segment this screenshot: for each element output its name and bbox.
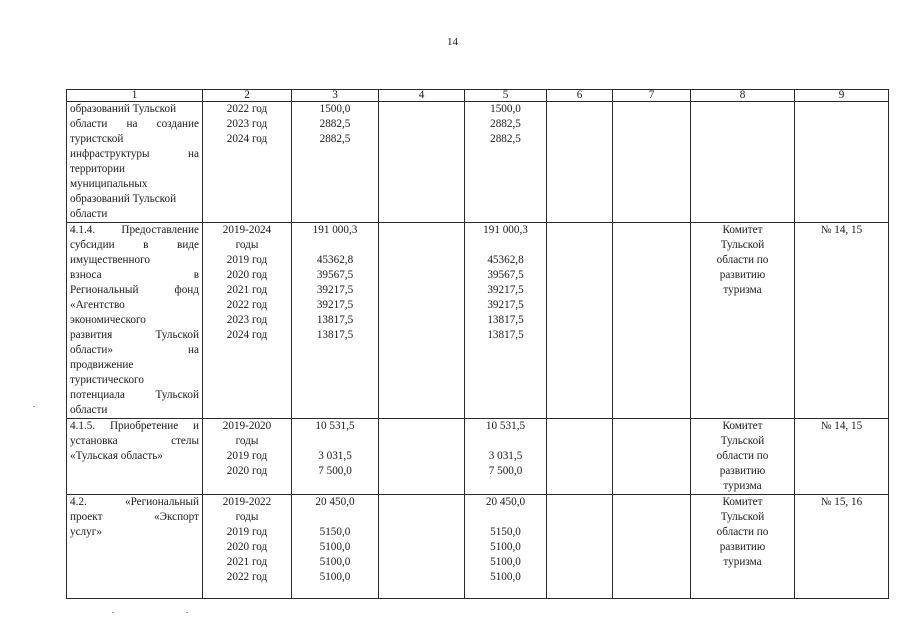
responsible-line: Комитет: [722, 496, 763, 508]
header-cell: 5: [465, 90, 547, 102]
amount-value: 39217,5: [487, 299, 524, 311]
period-line: 2020 год: [226, 269, 268, 281]
amount-value: 191 000,3: [483, 224, 528, 236]
period-line: 2019-2022: [222, 496, 272, 508]
activity-name-line: области: [70, 208, 108, 220]
amount-value: 20 450,0: [485, 496, 526, 508]
column-4-cell: [379, 419, 465, 495]
responsible-line: Комитет: [722, 224, 763, 236]
amount-value: 20 450,0: [315, 496, 355, 508]
amount-value: 3 031,5: [488, 450, 523, 462]
responsible-cell: [691, 223, 795, 419]
responsible-cell: [691, 495, 795, 599]
period-line: 2020 год: [226, 465, 268, 477]
table-row: [67, 495, 889, 599]
table-row: [67, 419, 889, 495]
amount-value: 5100,0: [319, 556, 351, 568]
activity-name-line: туристического: [70, 374, 144, 386]
activity-name-line: потенциала Тульской: [70, 389, 199, 401]
activity-name-line: области на создание: [70, 118, 199, 130]
period-line: 2019-2024: [222, 224, 272, 236]
amount-value: 5100,0: [319, 541, 351, 553]
activity-name-line: 4.1.4. Предоставление: [70, 224, 199, 236]
period-line: 2021 год: [226, 556, 268, 568]
activity-name-line: 4.1.5. Приобретение и: [70, 420, 199, 432]
column-6-cell: [547, 419, 613, 495]
source-amount-cell: [465, 223, 547, 419]
amount-value: 5150,0: [319, 526, 351, 538]
activity-name-line: инфраструктуры на: [70, 148, 199, 160]
activity-name-line: образований Тульской: [70, 193, 177, 205]
header-cell: 2: [203, 90, 292, 102]
responsible-line: развитию: [719, 465, 766, 477]
activity-name-line: территории: [70, 163, 125, 175]
responsible-line: Тульской: [720, 435, 765, 447]
column-7-cell: [613, 223, 691, 419]
period-line: 2022 год: [226, 299, 268, 311]
amount-value: 5150,0: [490, 526, 521, 538]
activity-name-line: развития Тульской: [70, 329, 199, 341]
source-amount-cell: [465, 495, 547, 599]
responsible-line: Комитет: [722, 420, 763, 432]
header-cell: 3: [292, 90, 379, 102]
column-7-cell: [613, 495, 691, 599]
responsible-cell: [691, 419, 795, 495]
indicator-reference-cell: № 14, 15: [795, 419, 889, 495]
activity-name-line: туристской: [70, 133, 124, 145]
amount-value: 39567,5: [487, 269, 524, 281]
period-line: 2019 год: [226, 254, 268, 266]
amount-value: 39217,5: [316, 284, 354, 296]
table-row: [67, 223, 889, 419]
header-cell: 7: [613, 90, 691, 102]
activity-name-line: проект «Экспорт: [70, 511, 199, 523]
period-line: 2022 год: [226, 571, 268, 583]
activity-name-cell: [67, 495, 203, 599]
scan-speck: [186, 612, 188, 613]
period-line: 2024 год: [226, 329, 268, 341]
responsible-line: туризма: [723, 556, 762, 568]
amount-value: 39217,5: [316, 299, 354, 311]
spacer: [295, 238, 375, 253]
responsible-line: Тульской: [720, 239, 765, 251]
period-cell: [203, 495, 292, 599]
total-amount-cell: [292, 419, 379, 495]
responsible-line: области по: [716, 526, 769, 538]
amount-value: 1500,0: [490, 103, 521, 115]
responsible-line: туризма: [723, 480, 762, 492]
activity-name-line: субсидии в виде: [70, 239, 199, 251]
period-cell: [203, 223, 292, 419]
activity-name-line: установка стелы: [70, 435, 199, 447]
scan-speck: [33, 406, 35, 407]
header-cell: 4: [379, 90, 465, 102]
amount-value: 2882,5: [319, 133, 351, 145]
responsible-line: туризма: [723, 284, 762, 296]
column-4-cell: [379, 102, 465, 223]
spacer: [468, 434, 543, 449]
period-line: 2023 год: [226, 118, 268, 130]
header-cell: 1: [67, 90, 203, 102]
column-6-cell: [547, 223, 613, 419]
column-6-cell: [547, 495, 613, 599]
source-amount-cell: [465, 102, 547, 223]
activity-name-line: имущественного: [70, 254, 151, 266]
responsible-line: развитию: [719, 269, 766, 281]
activity-name-line: образований Тульской: [70, 103, 177, 115]
amount-value: 45362,8: [487, 254, 524, 266]
total-amount-cell: [292, 223, 379, 419]
column-4-cell: [379, 495, 465, 599]
amount-value: 13817,5: [487, 314, 524, 326]
program-table: [66, 89, 889, 599]
indicator-reference-cell: № 15, 16: [795, 495, 889, 599]
activity-name-line: Региональный фонд: [70, 284, 199, 296]
header-cell: 8: [691, 90, 795, 102]
amount-value: 13817,5: [316, 314, 354, 326]
amount-value: 13817,5: [487, 329, 524, 341]
activity-name-line: муниципальных: [70, 178, 148, 190]
responsible-line: области по: [716, 254, 769, 266]
amount-value: 10 531,5: [485, 420, 526, 432]
period-cell: [203, 102, 292, 223]
amount-value: 191 000,3: [312, 224, 358, 236]
total-amount-cell: [292, 495, 379, 599]
scan-speck: [112, 612, 114, 613]
spacer: [295, 434, 375, 449]
column-4-cell: [379, 223, 465, 419]
total-amount-cell: [292, 102, 379, 223]
activity-name-cell: [67, 223, 203, 419]
spacer: [468, 238, 543, 253]
period-line: годы: [235, 239, 259, 251]
amount-value: 7 500,0: [318, 465, 352, 477]
header-row: [67, 90, 889, 102]
amount-value: 3 031,5: [318, 450, 352, 462]
column-6-cell: [547, 102, 613, 223]
header-cell: 6: [547, 90, 613, 102]
activity-name-cell: [67, 419, 203, 495]
activity-name-line: экономического: [70, 314, 146, 326]
amount-value: 10 531,5: [315, 420, 355, 432]
responsible-line: Тульской: [720, 511, 765, 523]
amount-value: 39567,5: [316, 269, 354, 281]
amount-value: 2882,5: [490, 118, 521, 130]
period-line: 2019-2020: [222, 420, 272, 432]
page-number: 14: [447, 36, 458, 48]
responsible-line: развитию: [719, 541, 766, 553]
activity-name-line: «Агентство: [70, 299, 125, 311]
activity-name-line: услуг»: [70, 526, 102, 538]
amount-value: 5100,0: [319, 571, 351, 583]
amount-value: 1500,0: [319, 103, 351, 115]
amount-value: 45362,8: [316, 254, 354, 266]
amount-value: 39217,5: [487, 284, 524, 296]
period-line: годы: [235, 511, 259, 523]
column-7-cell: [613, 102, 691, 223]
activity-name-line: продвижение: [70, 359, 134, 371]
amount-value: 2882,5: [319, 118, 351, 130]
table-row: [67, 102, 889, 223]
responsible-cell: [691, 102, 795, 223]
period-line: 2024 год: [226, 133, 268, 145]
activity-name-line: взноса в: [70, 269, 199, 281]
period-line: 2019 год: [226, 526, 268, 538]
period-cell: [203, 419, 292, 495]
activity-name-line: области» на: [70, 344, 199, 356]
responsible-line: области по: [716, 450, 769, 462]
column-7-cell: [613, 419, 691, 495]
amount-value: 5100,0: [490, 571, 521, 583]
period-line: годы: [235, 435, 259, 447]
activity-name-line: «Тульская область»: [70, 450, 163, 462]
amount-value: 5100,0: [490, 541, 521, 553]
amount-value: 7 500,0: [488, 465, 523, 477]
period-line: 2019 год: [226, 450, 268, 462]
period-line: 2023 год: [226, 314, 268, 326]
period-line: 2020 год: [226, 541, 268, 553]
activity-name-cell: [67, 102, 203, 223]
activity-name-line: 4.2. «Региональный: [70, 496, 199, 508]
spacer: [295, 510, 375, 525]
indicator-reference-cell: № 14, 15: [795, 223, 889, 419]
spacer: [468, 510, 543, 525]
activity-name-line: области: [70, 404, 108, 416]
source-amount-cell: [465, 419, 547, 495]
amount-value: 5100,0: [490, 556, 521, 568]
period-line: 2021 год: [226, 284, 268, 296]
amount-value: 13817,5: [316, 329, 354, 341]
period-line: 2022 год: [226, 103, 268, 115]
amount-value: 2882,5: [490, 133, 521, 145]
indicator-reference-cell: [795, 102, 889, 223]
header-cell: 9: [795, 90, 889, 102]
